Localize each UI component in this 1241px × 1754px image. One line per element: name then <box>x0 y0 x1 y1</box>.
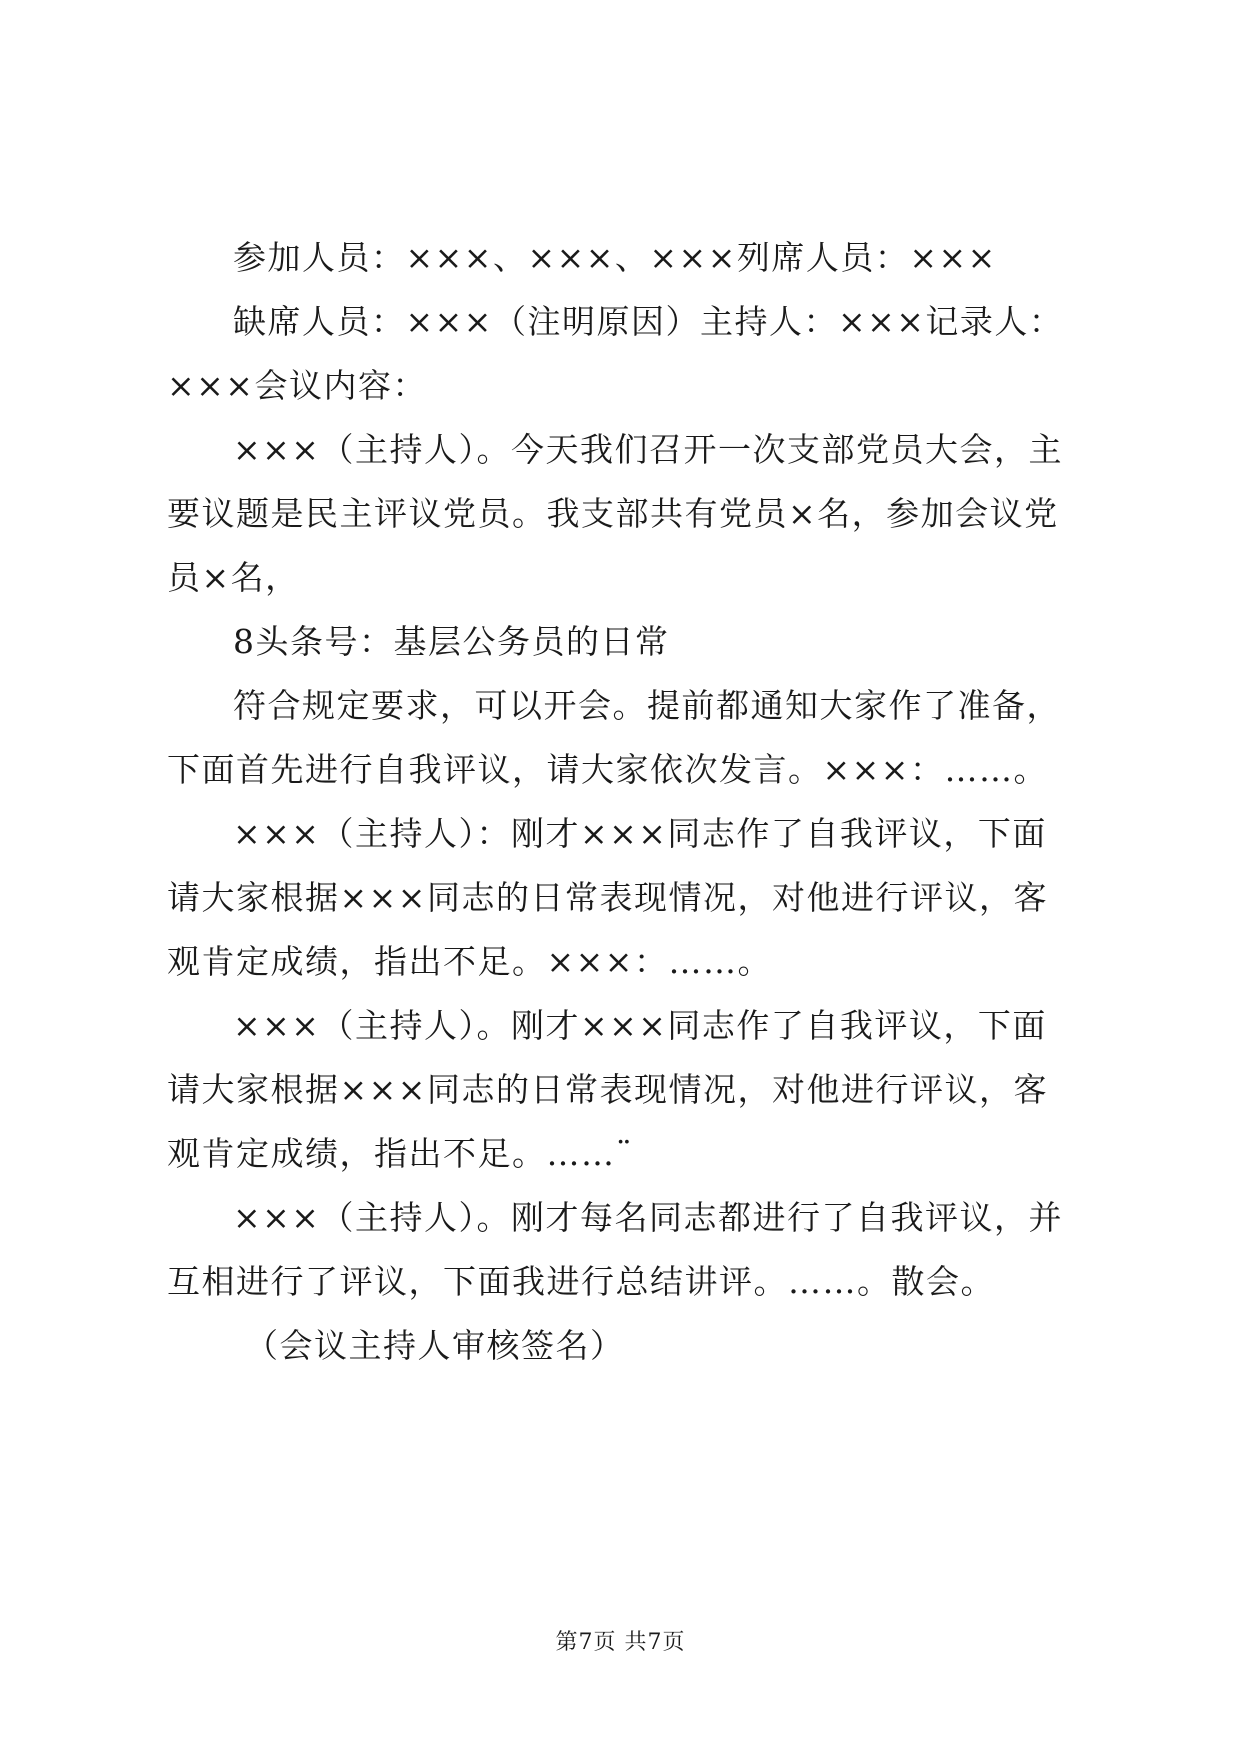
self-review-paragraph: 符合规定要求，可以开会。提前都通知大家作了准备，下面首先进行自我评议，请大家依次发言。×××：……。 <box>167 686 1061 789</box>
inserted-note-paragraph: 8头条号：基层公务员的日常 <box>233 622 670 661</box>
peer-review-paragraph-1: ×××（主持人）：刚才×××同志作了自我评议，下面请大家根据×××同志的日常表现情况，对他进行评议，客观肯定成绩，指出不足。×××：……。 <box>167 814 1048 981</box>
opening-paragraph: ×××（主持人）。今天我们召开一次支部党员大会，主要议题是民主评议党员。我支部共有党员×名，参加会议党员×名， <box>167 430 1063 597</box>
closing-paragraph: ×××（主持人）。刚才每名同志都进行了自我评议，并互相进行了评议，下面我进行总结讲评。……。散会。 <box>167 1198 1063 1301</box>
attendees-paragraph: 参加人员：×××、×××、×××列席人员：××× <box>233 238 997 277</box>
document-body <box>167 226 1077 1378</box>
peer-review-paragraph-2: ×××（主持人）。刚才×××同志作了自我评议，下面请大家根据×××同志的日常表现情况，对他进行评议，客观肯定成绩，指出不足。……¨ <box>167 1006 1048 1173</box>
absentees-paragraph: 缺席人员：×××（注明原因）主持人：×××记录人：×××会议内容： <box>167 302 1064 405</box>
page-number-footer: 第7页 共7页 <box>555 1630 686 1655</box>
signature-note: （会议主持人审核签名） <box>245 1326 625 1365</box>
